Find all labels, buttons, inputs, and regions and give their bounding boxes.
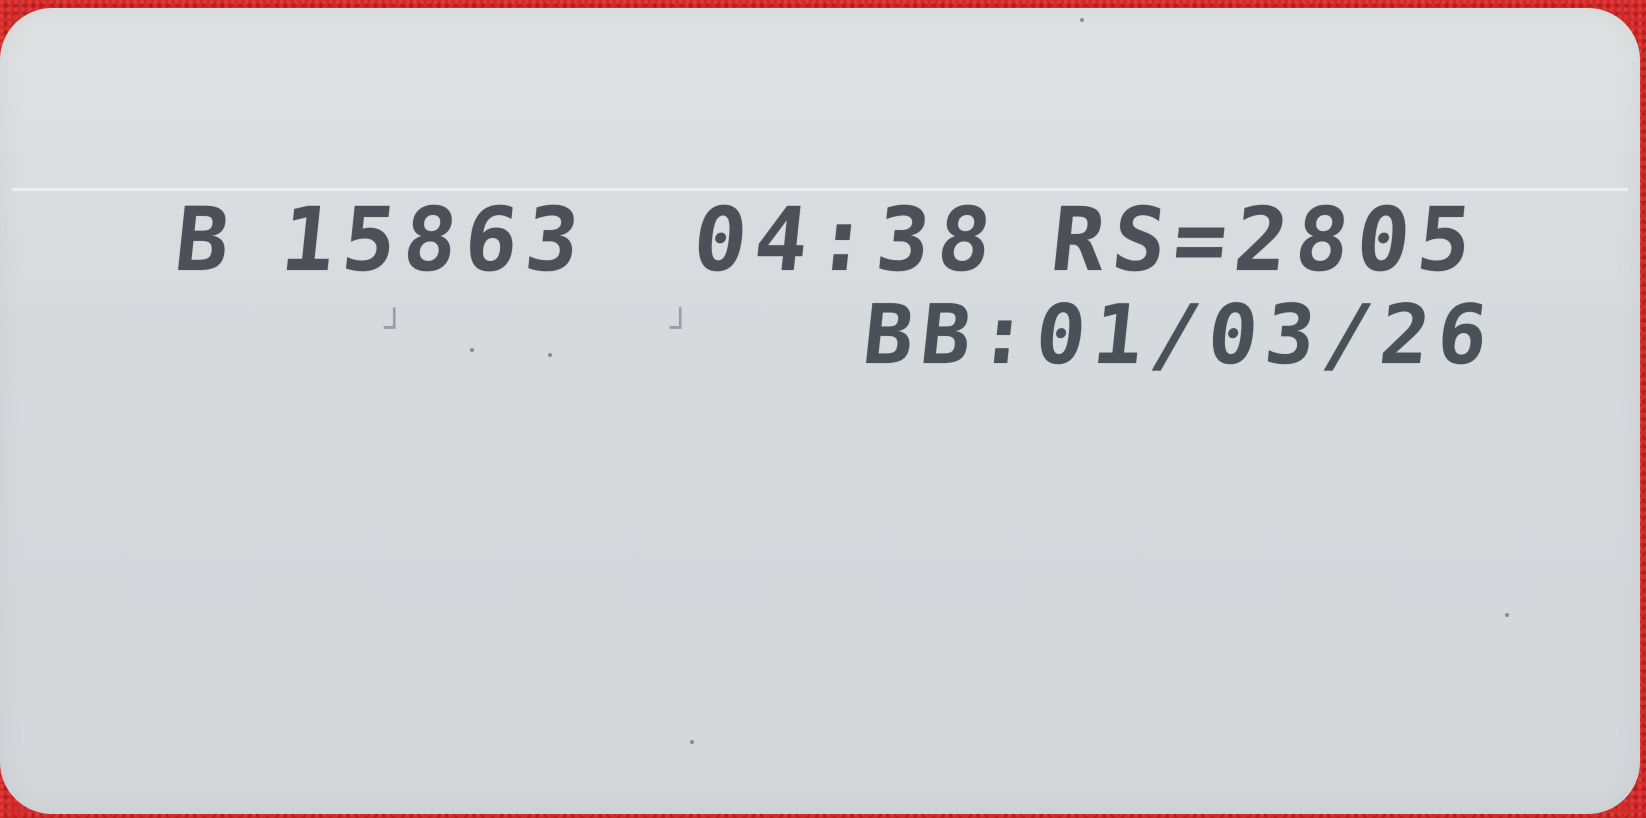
ink-speck xyxy=(548,353,552,357)
batch-number: 15863 xyxy=(276,188,593,291)
ink-speck xyxy=(470,348,474,352)
time-stamp: 04:38 xyxy=(688,188,1005,291)
ink-smudge: ┘ xyxy=(670,308,691,348)
ink-smudge: ┘ xyxy=(384,308,405,348)
batch-letter: B xyxy=(170,188,243,291)
best-before-date: BB:01/03/26 xyxy=(859,288,1501,383)
ink-speck xyxy=(1080,18,1084,22)
ink-speck xyxy=(690,740,694,744)
ink-speck xyxy=(1505,613,1509,617)
printed-label xyxy=(0,8,1640,814)
rs-code: RS=2805 xyxy=(1046,188,1485,291)
